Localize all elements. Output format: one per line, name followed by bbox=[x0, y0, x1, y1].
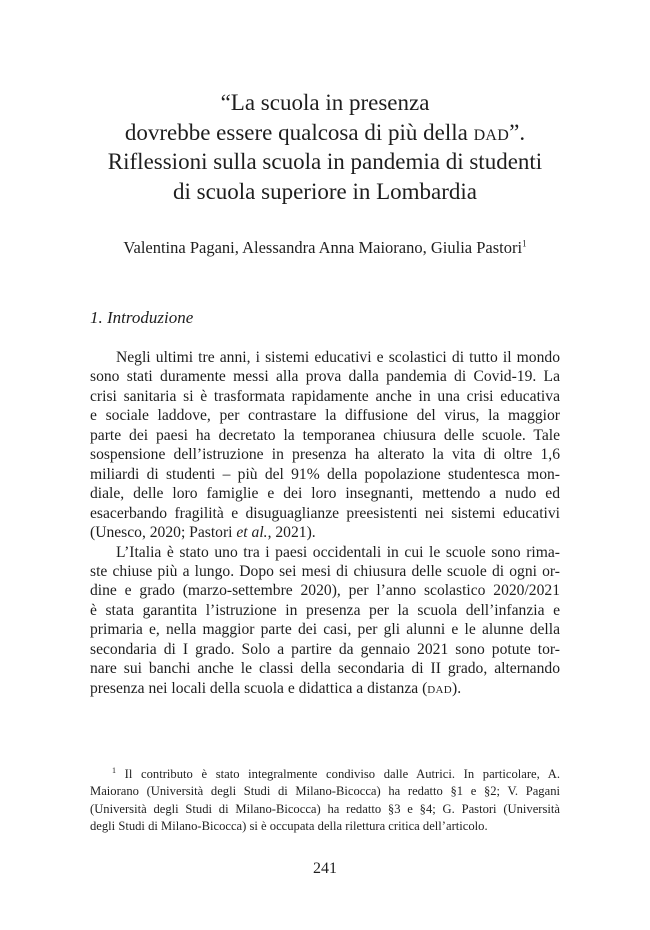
title-text: ”. bbox=[509, 119, 526, 145]
text-line: ste chiuse più a lungo. Dopo sei mesi di chiusura delle scuole di ogni or- bbox=[90, 562, 560, 580]
acronym: dad bbox=[427, 679, 453, 697]
footnote bbox=[90, 762, 560, 835]
footnote-line bbox=[90, 762, 560, 783]
citation-text: , 2021). bbox=[267, 524, 316, 542]
body-text bbox=[90, 348, 560, 698]
title-acronym: dad bbox=[473, 119, 510, 145]
text-line: secondaria di I grado. Solo a partire da gennaio 2021 sono potute tor- bbox=[90, 640, 560, 658]
title-line: Riflessioni sulla scuola in pandemia di studenti bbox=[107, 149, 543, 174]
footnote-line: degli Studi di Milano-Bicocca) si è occupata della rilettura critica dell’articolo. bbox=[90, 818, 488, 833]
citation-text: (Unesco, 2020; Pastori bbox=[90, 524, 237, 542]
text-line: miliardi di studenti – più del 91% della popolazione studentesca mon- bbox=[90, 465, 560, 483]
footnote-reference[interactable]: 1 bbox=[522, 238, 527, 249]
footnote-line: Maiorano (Università degli Studi di Milano-Bicocca) ha redatto §1 e §2; V. Pagani bbox=[90, 784, 560, 799]
section-heading: 1. Introduzione bbox=[90, 308, 194, 327]
text-line: crisi sanitaria si è trasformata rapidamente anche in una crisi educativa bbox=[90, 387, 560, 405]
citation-etal: et al. bbox=[236, 524, 268, 542]
paragraph bbox=[90, 543, 560, 699]
text-line: sospensione dell’istruzione in presenza ha alterato la vita di oltre 1,6 bbox=[90, 446, 560, 464]
title-line: di scuola superiore in Lombardia bbox=[172, 178, 478, 204]
text-line: esacerbando fragilità e disuguaglianze preesistenti nei sistemi educativi bbox=[90, 504, 560, 522]
title-text: dovrebbe essere qualcosa di più della bbox=[124, 119, 474, 145]
text-line: primaria e, nella maggior parte dei casi, per gli alunni e le alunne della bbox=[90, 621, 560, 639]
body-text-run: presenza nei locali della scuola e didattica a distanza ( bbox=[90, 679, 428, 697]
footnote-line: (Università degli Studi di Milano-Bicocca) ha redatto §3 e §4; G. Pastori (Università bbox=[90, 801, 560, 816]
body-text-run: ). bbox=[452, 679, 462, 697]
author-line bbox=[60, 238, 590, 258]
text-line: e sociale laddove, per contrastare la diffusione del virus, la maggior bbox=[90, 407, 560, 425]
author-names: Valentina Pagani, Alessandra Anna Maiorano, Giulia Pastori bbox=[123, 238, 523, 257]
article-title bbox=[60, 88, 590, 206]
text-line: diale, delle loro famiglie e dei loro insegnanti, mettendo a nudo ed bbox=[90, 485, 560, 503]
paragraph bbox=[90, 348, 560, 543]
page-number: 241 bbox=[313, 860, 337, 877]
text-line: è stata garantita l’istruzione in presenza per la scuola dell’infanzia e bbox=[90, 601, 560, 619]
text-line: Negli ultimi tre anni, i sistemi educativi e scolastici di tutto il mondo bbox=[116, 349, 560, 366]
footnote-marker: 1 bbox=[112, 766, 116, 775]
footnote-text: Il contributo è stato integralmente condiviso dalle Autrici. In particolare, A. bbox=[116, 767, 560, 782]
title-line bbox=[60, 118, 590, 148]
title-line: “La scuola in presenza bbox=[220, 90, 430, 115]
text-line: parte dei paesi ha decretato la temporanea chiusura delle scuole. Tale bbox=[90, 426, 560, 444]
text-line bbox=[90, 523, 560, 542]
text-line: dine e grado (marzo-settembre 2020), per l’anno scolastico 2020/2021 bbox=[90, 582, 560, 600]
text-line: L’Italia è stato uno tra i paesi occidentali in cui le scuole sono rima- bbox=[116, 543, 560, 561]
text-line bbox=[90, 679, 560, 698]
text-line: nare sui banchi anche le classi della secondaria di II grado, alternando bbox=[90, 660, 560, 678]
text-line: sono stati duramente messi alla prova dalla pandemia di Covid-19. La bbox=[90, 368, 560, 386]
